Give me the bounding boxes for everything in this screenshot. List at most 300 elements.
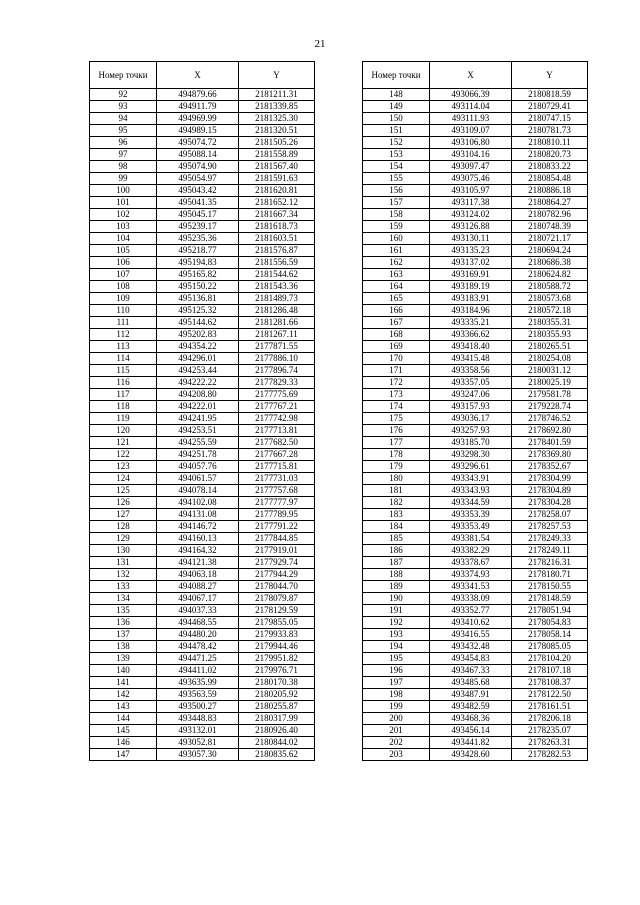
table-row (363, 485, 588, 497)
y-cell: 2181603.51 (239, 233, 315, 245)
point-number-cell: 179 (363, 461, 430, 473)
point-number-cell: 200 (363, 713, 430, 725)
table-row (363, 581, 588, 593)
x-cell: 494061.57 (157, 473, 239, 485)
x-cell: 493036.17 (430, 413, 512, 425)
x-cell: 493057.30 (157, 749, 239, 761)
table-body-left (90, 89, 315, 761)
table-row (363, 341, 588, 353)
table-row (90, 341, 315, 353)
x-cell: 493124.02 (430, 209, 512, 221)
point-number-cell: 167 (363, 317, 430, 329)
y-cell: 2180835.62 (239, 749, 315, 761)
point-number-cell: 144 (90, 713, 157, 725)
x-cell: 493075.46 (430, 173, 512, 185)
point-number-cell: 175 (363, 413, 430, 425)
x-cell: 493344.59 (430, 497, 512, 509)
table-row (363, 653, 588, 665)
table-row (90, 461, 315, 473)
x-cell: 493500.27 (157, 701, 239, 713)
y-cell: 2181320.51 (239, 125, 315, 137)
table-row (363, 305, 588, 317)
y-cell: 2180864.27 (512, 197, 588, 209)
x-cell: 495136.81 (157, 293, 239, 305)
x-cell: 495045.17 (157, 209, 239, 221)
y-cell: 2181211.31 (239, 89, 315, 101)
table-row (90, 569, 315, 581)
y-cell: 2181267.11 (239, 329, 315, 341)
y-cell: 2180818.59 (512, 89, 588, 101)
point-number-cell: 189 (363, 581, 430, 593)
table-row (363, 161, 588, 173)
x-cell: 493378.67 (430, 557, 512, 569)
point-number-cell: 135 (90, 605, 157, 617)
table-row (90, 173, 315, 185)
point-number-cell: 125 (90, 485, 157, 497)
point-number-cell: 203 (363, 749, 430, 761)
table-row (363, 749, 588, 761)
x-cell: 494222.01 (157, 401, 239, 413)
y-cell: 2177789.95 (239, 509, 315, 521)
x-cell: 493126.88 (430, 221, 512, 233)
y-cell: 2181544.62 (239, 269, 315, 281)
table-row (363, 509, 588, 521)
y-cell: 2177742.98 (239, 413, 315, 425)
table-row (90, 581, 315, 593)
y-cell: 2181620.81 (239, 185, 315, 197)
y-cell: 2178148.59 (512, 593, 588, 605)
x-cell: 494208.80 (157, 389, 239, 401)
table-row (363, 377, 588, 389)
table-row (363, 389, 588, 401)
y-cell: 2178304.89 (512, 485, 588, 497)
x-cell: 494222.22 (157, 377, 239, 389)
point-number-cell: 124 (90, 473, 157, 485)
x-cell: 494160.13 (157, 533, 239, 545)
table-row (363, 497, 588, 509)
y-cell: 2180205.92 (239, 689, 315, 701)
x-cell: 495054.97 (157, 173, 239, 185)
table-row (90, 629, 315, 641)
y-cell: 2180025.19 (512, 377, 588, 389)
x-cell: 493358.56 (430, 365, 512, 377)
y-cell: 2179228.74 (512, 401, 588, 413)
y-cell: 2177757.68 (239, 485, 315, 497)
y-cell: 2181505.26 (239, 137, 315, 149)
x-cell: 495239.17 (157, 221, 239, 233)
table-row (363, 737, 588, 749)
y-cell: 2178263.31 (512, 737, 588, 749)
x-cell: 493257.93 (430, 425, 512, 437)
point-number-cell: 143 (90, 701, 157, 713)
y-cell: 2178107.18 (512, 665, 588, 677)
table-row (363, 173, 588, 185)
x-cell: 493117.38 (430, 197, 512, 209)
point-number-cell: 94 (90, 113, 157, 125)
table-row (363, 605, 588, 617)
x-cell: 493432.48 (430, 641, 512, 653)
table-row (90, 233, 315, 245)
y-cell: 2180694.24 (512, 245, 588, 257)
point-number-cell: 100 (90, 185, 157, 197)
x-cell: 495235.36 (157, 233, 239, 245)
table-row (363, 449, 588, 461)
x-cell: 494088.27 (157, 581, 239, 593)
table-row (363, 317, 588, 329)
table-row (90, 413, 315, 425)
x-cell: 493374.93 (430, 569, 512, 581)
table-row (363, 545, 588, 557)
point-number-cell: 180 (363, 473, 430, 485)
point-number-cell: 192 (363, 617, 430, 629)
point-number-cell: 129 (90, 533, 157, 545)
x-cell: 493467.33 (430, 665, 512, 677)
y-cell: 2177775.69 (239, 389, 315, 401)
table-row (90, 377, 315, 389)
table-row (363, 641, 588, 653)
point-number-cell: 112 (90, 329, 157, 341)
point-number-cell: 105 (90, 245, 157, 257)
point-number-cell: 137 (90, 629, 157, 641)
x-cell: 494879.66 (157, 89, 239, 101)
table-row (90, 665, 315, 677)
point-number-cell: 174 (363, 401, 430, 413)
point-number-cell: 158 (363, 209, 430, 221)
x-cell: 493468.36 (430, 713, 512, 725)
y-cell: 2181281.66 (239, 317, 315, 329)
y-cell: 2180355.93 (512, 329, 588, 341)
x-cell: 493454.83 (430, 653, 512, 665)
x-cell: 495218.77 (157, 245, 239, 257)
point-number-cell: 134 (90, 593, 157, 605)
y-cell: 2180265.51 (512, 341, 588, 353)
table-row (90, 281, 315, 293)
point-number-cell: 193 (363, 629, 430, 641)
x-cell: 493109.07 (430, 125, 512, 137)
point-number-cell: 170 (363, 353, 430, 365)
table-row (363, 209, 588, 221)
y-cell: 2180844.02 (239, 737, 315, 749)
x-cell: 493169.91 (430, 269, 512, 281)
point-number-cell: 130 (90, 545, 157, 557)
y-cell: 2177896.74 (239, 365, 315, 377)
point-number-cell: 92 (90, 89, 157, 101)
point-number-cell: 178 (363, 449, 430, 461)
y-cell: 2178150.55 (512, 581, 588, 593)
table-row (363, 665, 588, 677)
table-row (90, 197, 315, 209)
x-cell: 493135.23 (430, 245, 512, 257)
x-cell: 493343.91 (430, 473, 512, 485)
point-number-cell: 118 (90, 401, 157, 413)
table-row (363, 701, 588, 713)
point-number-cell: 138 (90, 641, 157, 653)
x-cell: 494164.32 (157, 545, 239, 557)
table-row (363, 725, 588, 737)
x-cell: 493157.93 (430, 401, 512, 413)
x-cell: 493382.29 (430, 545, 512, 557)
header-y: Y (512, 62, 588, 89)
point-number-cell: 122 (90, 449, 157, 461)
table-row (90, 653, 315, 665)
y-cell: 2177731.03 (239, 473, 315, 485)
x-cell: 493357.05 (430, 377, 512, 389)
table-row (90, 425, 315, 437)
point-number-cell: 187 (363, 557, 430, 569)
point-number-cell: 159 (363, 221, 430, 233)
x-cell: 494480.20 (157, 629, 239, 641)
table-row (90, 149, 315, 161)
y-cell: 2180782.96 (512, 209, 588, 221)
point-number-cell: 160 (363, 233, 430, 245)
point-number-cell: 161 (363, 245, 430, 257)
y-cell: 2178044.70 (239, 581, 315, 593)
x-cell: 494911.79 (157, 101, 239, 113)
x-cell: 493114.04 (430, 101, 512, 113)
y-cell: 2180747.15 (512, 113, 588, 125)
table-row (90, 401, 315, 413)
point-number-cell: 157 (363, 197, 430, 209)
x-cell: 495041.35 (157, 197, 239, 209)
coordinates-table-left (89, 61, 315, 761)
y-cell: 2178369.80 (512, 449, 588, 461)
y-cell: 2179581.78 (512, 389, 588, 401)
table-row (363, 629, 588, 641)
x-cell: 493635.99 (157, 677, 239, 689)
header-point-number: Номер точки (90, 62, 157, 89)
table-row (90, 497, 315, 509)
point-number-cell: 99 (90, 173, 157, 185)
x-cell: 493428.60 (430, 749, 512, 761)
y-cell: 2177791.22 (239, 521, 315, 533)
point-number-cell: 154 (363, 161, 430, 173)
x-cell: 493353.39 (430, 509, 512, 521)
point-number-cell: 190 (363, 593, 430, 605)
table-row (363, 713, 588, 725)
table-row (363, 101, 588, 113)
table-row (363, 617, 588, 629)
x-cell: 494354.22 (157, 341, 239, 353)
point-number-cell: 146 (90, 737, 157, 749)
x-cell: 494037.33 (157, 605, 239, 617)
table-row (90, 293, 315, 305)
x-cell: 493352.77 (430, 605, 512, 617)
table-header-row (90, 62, 315, 89)
x-cell: 495074.72 (157, 137, 239, 149)
y-cell: 2180729.41 (512, 101, 588, 113)
table-row (363, 557, 588, 569)
x-cell: 494067.17 (157, 593, 239, 605)
table-row (363, 365, 588, 377)
x-cell: 493335.21 (430, 317, 512, 329)
table-row (363, 401, 588, 413)
x-cell: 493298.30 (430, 449, 512, 461)
y-cell: 2177929.74 (239, 557, 315, 569)
y-cell: 2181489.73 (239, 293, 315, 305)
y-cell: 2180686.38 (512, 257, 588, 269)
y-cell: 2178085.05 (512, 641, 588, 653)
x-cell: 493296.61 (430, 461, 512, 473)
x-cell: 493184.96 (430, 305, 512, 317)
point-number-cell: 150 (363, 113, 430, 125)
point-number-cell: 155 (363, 173, 430, 185)
point-number-cell: 186 (363, 545, 430, 557)
y-cell: 2178235.07 (512, 725, 588, 737)
table-row (90, 113, 315, 125)
header-x: X (430, 62, 512, 89)
table-row (363, 425, 588, 437)
point-number-cell: 165 (363, 293, 430, 305)
y-cell: 2177767.21 (239, 401, 315, 413)
table-row (90, 509, 315, 521)
table-row (90, 101, 315, 113)
x-cell: 493111.93 (430, 113, 512, 125)
point-number-cell: 145 (90, 725, 157, 737)
point-number-cell: 127 (90, 509, 157, 521)
table-row (90, 701, 315, 713)
x-cell: 494969.99 (157, 113, 239, 125)
x-cell: 493137.02 (430, 257, 512, 269)
point-number-cell: 197 (363, 677, 430, 689)
table-row (363, 569, 588, 581)
point-number-cell: 177 (363, 437, 430, 449)
y-cell: 2180355.31 (512, 317, 588, 329)
table-header-row (363, 62, 588, 89)
point-number-cell: 182 (363, 497, 430, 509)
y-cell: 2179933.83 (239, 629, 315, 641)
y-cell: 2181325.30 (239, 113, 315, 125)
y-cell: 2178129.59 (239, 605, 315, 617)
y-cell: 2180926.40 (239, 725, 315, 737)
table-row (90, 725, 315, 737)
y-cell: 2178352.67 (512, 461, 588, 473)
point-number-cell: 162 (363, 257, 430, 269)
table-row (90, 617, 315, 629)
table-row (363, 257, 588, 269)
y-cell: 2180721.17 (512, 233, 588, 245)
table-row (90, 257, 315, 269)
table-row (363, 113, 588, 125)
table-row (90, 329, 315, 341)
x-cell: 493563.59 (157, 689, 239, 701)
x-cell: 493487.91 (430, 689, 512, 701)
point-number-cell: 176 (363, 425, 430, 437)
table-row (90, 389, 315, 401)
x-cell: 493416.55 (430, 629, 512, 641)
y-cell: 2178206.18 (512, 713, 588, 725)
x-cell: 493104.16 (430, 149, 512, 161)
point-number-cell: 156 (363, 185, 430, 197)
y-cell: 2177667.28 (239, 449, 315, 461)
point-number-cell: 136 (90, 617, 157, 629)
table-row (363, 329, 588, 341)
table-row (90, 689, 315, 701)
table-row (90, 209, 315, 221)
y-cell: 2179976.71 (239, 665, 315, 677)
x-cell: 495144.62 (157, 317, 239, 329)
table-row (90, 521, 315, 533)
point-number-cell: 128 (90, 521, 157, 533)
point-number-cell: 201 (363, 725, 430, 737)
y-cell: 2180572.18 (512, 305, 588, 317)
y-cell: 2180810.11 (512, 137, 588, 149)
table-row (363, 269, 588, 281)
y-cell: 2180833.22 (512, 161, 588, 173)
x-cell: 493482.59 (430, 701, 512, 713)
y-cell: 2178058.14 (512, 629, 588, 641)
header-x: X (157, 62, 239, 89)
x-cell: 495194.83 (157, 257, 239, 269)
x-cell: 494296.01 (157, 353, 239, 365)
point-number-cell: 113 (90, 341, 157, 353)
x-cell: 495088.14 (157, 149, 239, 161)
y-cell: 2180170.38 (239, 677, 315, 689)
table-row (363, 473, 588, 485)
point-number-cell: 141 (90, 677, 157, 689)
x-cell: 494411.02 (157, 665, 239, 677)
y-cell: 2178401.59 (512, 437, 588, 449)
x-cell: 494131.08 (157, 509, 239, 521)
table-row (363, 593, 588, 605)
point-number-cell: 123 (90, 461, 157, 473)
point-number-cell: 106 (90, 257, 157, 269)
y-cell: 2177919.01 (239, 545, 315, 557)
x-cell: 495043.42 (157, 185, 239, 197)
y-cell: 2178692.80 (512, 425, 588, 437)
y-cell: 2179951.82 (239, 653, 315, 665)
y-cell: 2180886.18 (512, 185, 588, 197)
point-number-cell: 110 (90, 305, 157, 317)
x-cell: 493183.91 (430, 293, 512, 305)
x-cell: 494146.72 (157, 521, 239, 533)
table-row (90, 269, 315, 281)
table-row (363, 245, 588, 257)
point-number-cell: 153 (363, 149, 430, 161)
x-cell: 494121.38 (157, 557, 239, 569)
x-cell: 493097.47 (430, 161, 512, 173)
y-cell: 2180820.73 (512, 149, 588, 161)
point-number-cell: 152 (363, 137, 430, 149)
x-cell: 495150.22 (157, 281, 239, 293)
x-cell: 493366.62 (430, 329, 512, 341)
point-number-cell: 117 (90, 389, 157, 401)
table-row (90, 365, 315, 377)
y-cell: 2180031.12 (512, 365, 588, 377)
point-number-cell: 108 (90, 281, 157, 293)
x-cell: 493341.53 (430, 581, 512, 593)
y-cell: 2177713.81 (239, 425, 315, 437)
point-number-cell: 101 (90, 197, 157, 209)
x-cell: 493441.82 (430, 737, 512, 749)
y-cell: 2180317.99 (239, 713, 315, 725)
point-number-cell: 184 (363, 521, 430, 533)
y-cell: 2178282.53 (512, 749, 588, 761)
table-row (90, 137, 315, 149)
x-cell: 493381.54 (430, 533, 512, 545)
table-row (90, 737, 315, 749)
point-number-cell: 191 (363, 605, 430, 617)
table-row (90, 89, 315, 101)
y-cell: 2181558.89 (239, 149, 315, 161)
y-cell: 2181591.63 (239, 173, 315, 185)
x-cell: 494241.95 (157, 413, 239, 425)
point-number-cell: 151 (363, 125, 430, 137)
x-cell: 493448.83 (157, 713, 239, 725)
y-cell: 2178161.51 (512, 701, 588, 713)
table-row (363, 461, 588, 473)
table-row (363, 233, 588, 245)
x-cell: 494057.76 (157, 461, 239, 473)
